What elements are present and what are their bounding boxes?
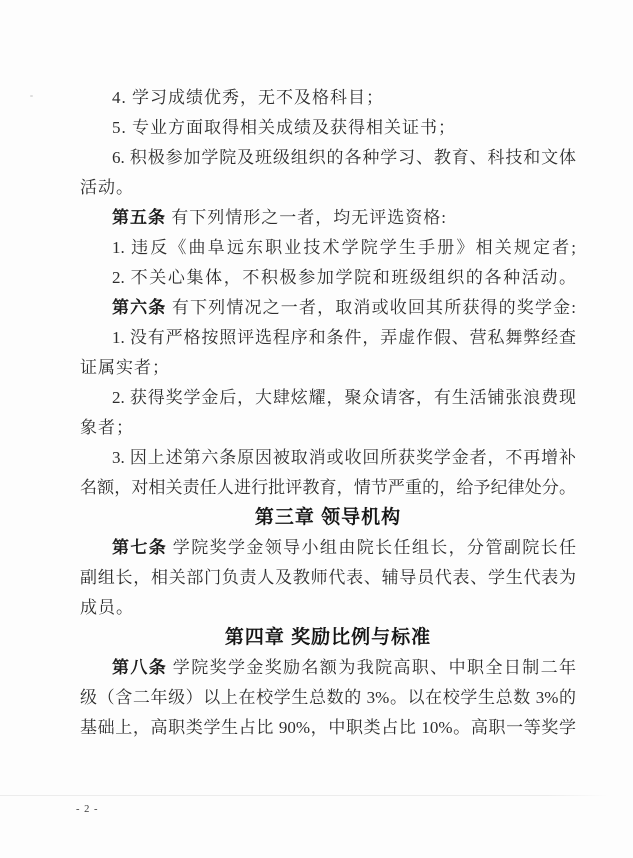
chapter-heading: 第三章 领导机构 — [254, 507, 402, 528]
article-number: 第七条 — [112, 538, 168, 557]
scan-speck — [30, 95, 33, 97]
page-number: - 2 - — [76, 804, 99, 815]
doc-line: 3. 因上述第六条原因被取消或收回所获奖学金者，不再增补 — [112, 448, 576, 467]
doc-line: 活动。 — [80, 178, 134, 197]
doc-line: 基础上，高职类学生占比 90%，中职类占比 10%。高职一等奖学 — [80, 718, 576, 737]
doc-line: 象者； — [80, 418, 134, 437]
doc-line: 4. 学习成绩优秀，无不及格科目； — [112, 88, 384, 107]
doc-line: 级（含二年级）以上在校学生总数的 3%。以在校学生总数 3%的 — [80, 688, 576, 707]
doc-line: 2. 不关心集体，不积极参加学院和班级组织的各种活动。 — [112, 268, 576, 287]
doc-line: 证属实者； — [80, 358, 170, 377]
document-lines — [80, 83, 576, 743]
doc-line: 2. 获得奖学金后，大肆炫耀，聚众请客，有生活铺张浪费现 — [112, 388, 576, 407]
doc-line: 成员。 — [80, 598, 134, 617]
doc-line: 第六条 有下列情况之一者，取消或收回其所获得的奖学金: — [112, 298, 576, 317]
doc-line: 5. 专业方面取得相关成绩及获得相关证书； — [112, 118, 456, 137]
article-number: 第五条 — [112, 208, 166, 227]
footer-rule — [0, 795, 608, 796]
doc-line: 名额，对相关责任人进行批评教育，情节严重的，给予纪律处分。 — [80, 478, 576, 497]
doc-line: 第五条 有下列情形之一者，均无评选资格: — [112, 208, 447, 227]
doc-line: 1. 违反《曲阜远东职业技术学院学生手册》相关规定者; — [112, 238, 576, 257]
doc-line: 第七条 学院奖学金领导小组由院长任组长，分管副院长任 — [112, 538, 576, 557]
article-number: 第六条 — [112, 298, 167, 317]
chapter-heading: 第四章 奖励比例与标准 — [224, 627, 432, 648]
doc-line: 1. 没有严格按照评选程序和条件，弄虚作假、营私舞弊经查 — [112, 328, 576, 347]
doc-line: 第八条 学院奖学金奖励名额为我院高职、中职全日制二年 — [112, 658, 576, 677]
doc-line: 副组长，相关部门负责人及教师代表、辅导员代表、学生代表为 — [80, 568, 576, 587]
doc-line: 6. 积极参加学院及班级组织的各种学习、教育、科技和文体 — [112, 148, 576, 167]
article-number: 第八条 — [112, 658, 168, 677]
